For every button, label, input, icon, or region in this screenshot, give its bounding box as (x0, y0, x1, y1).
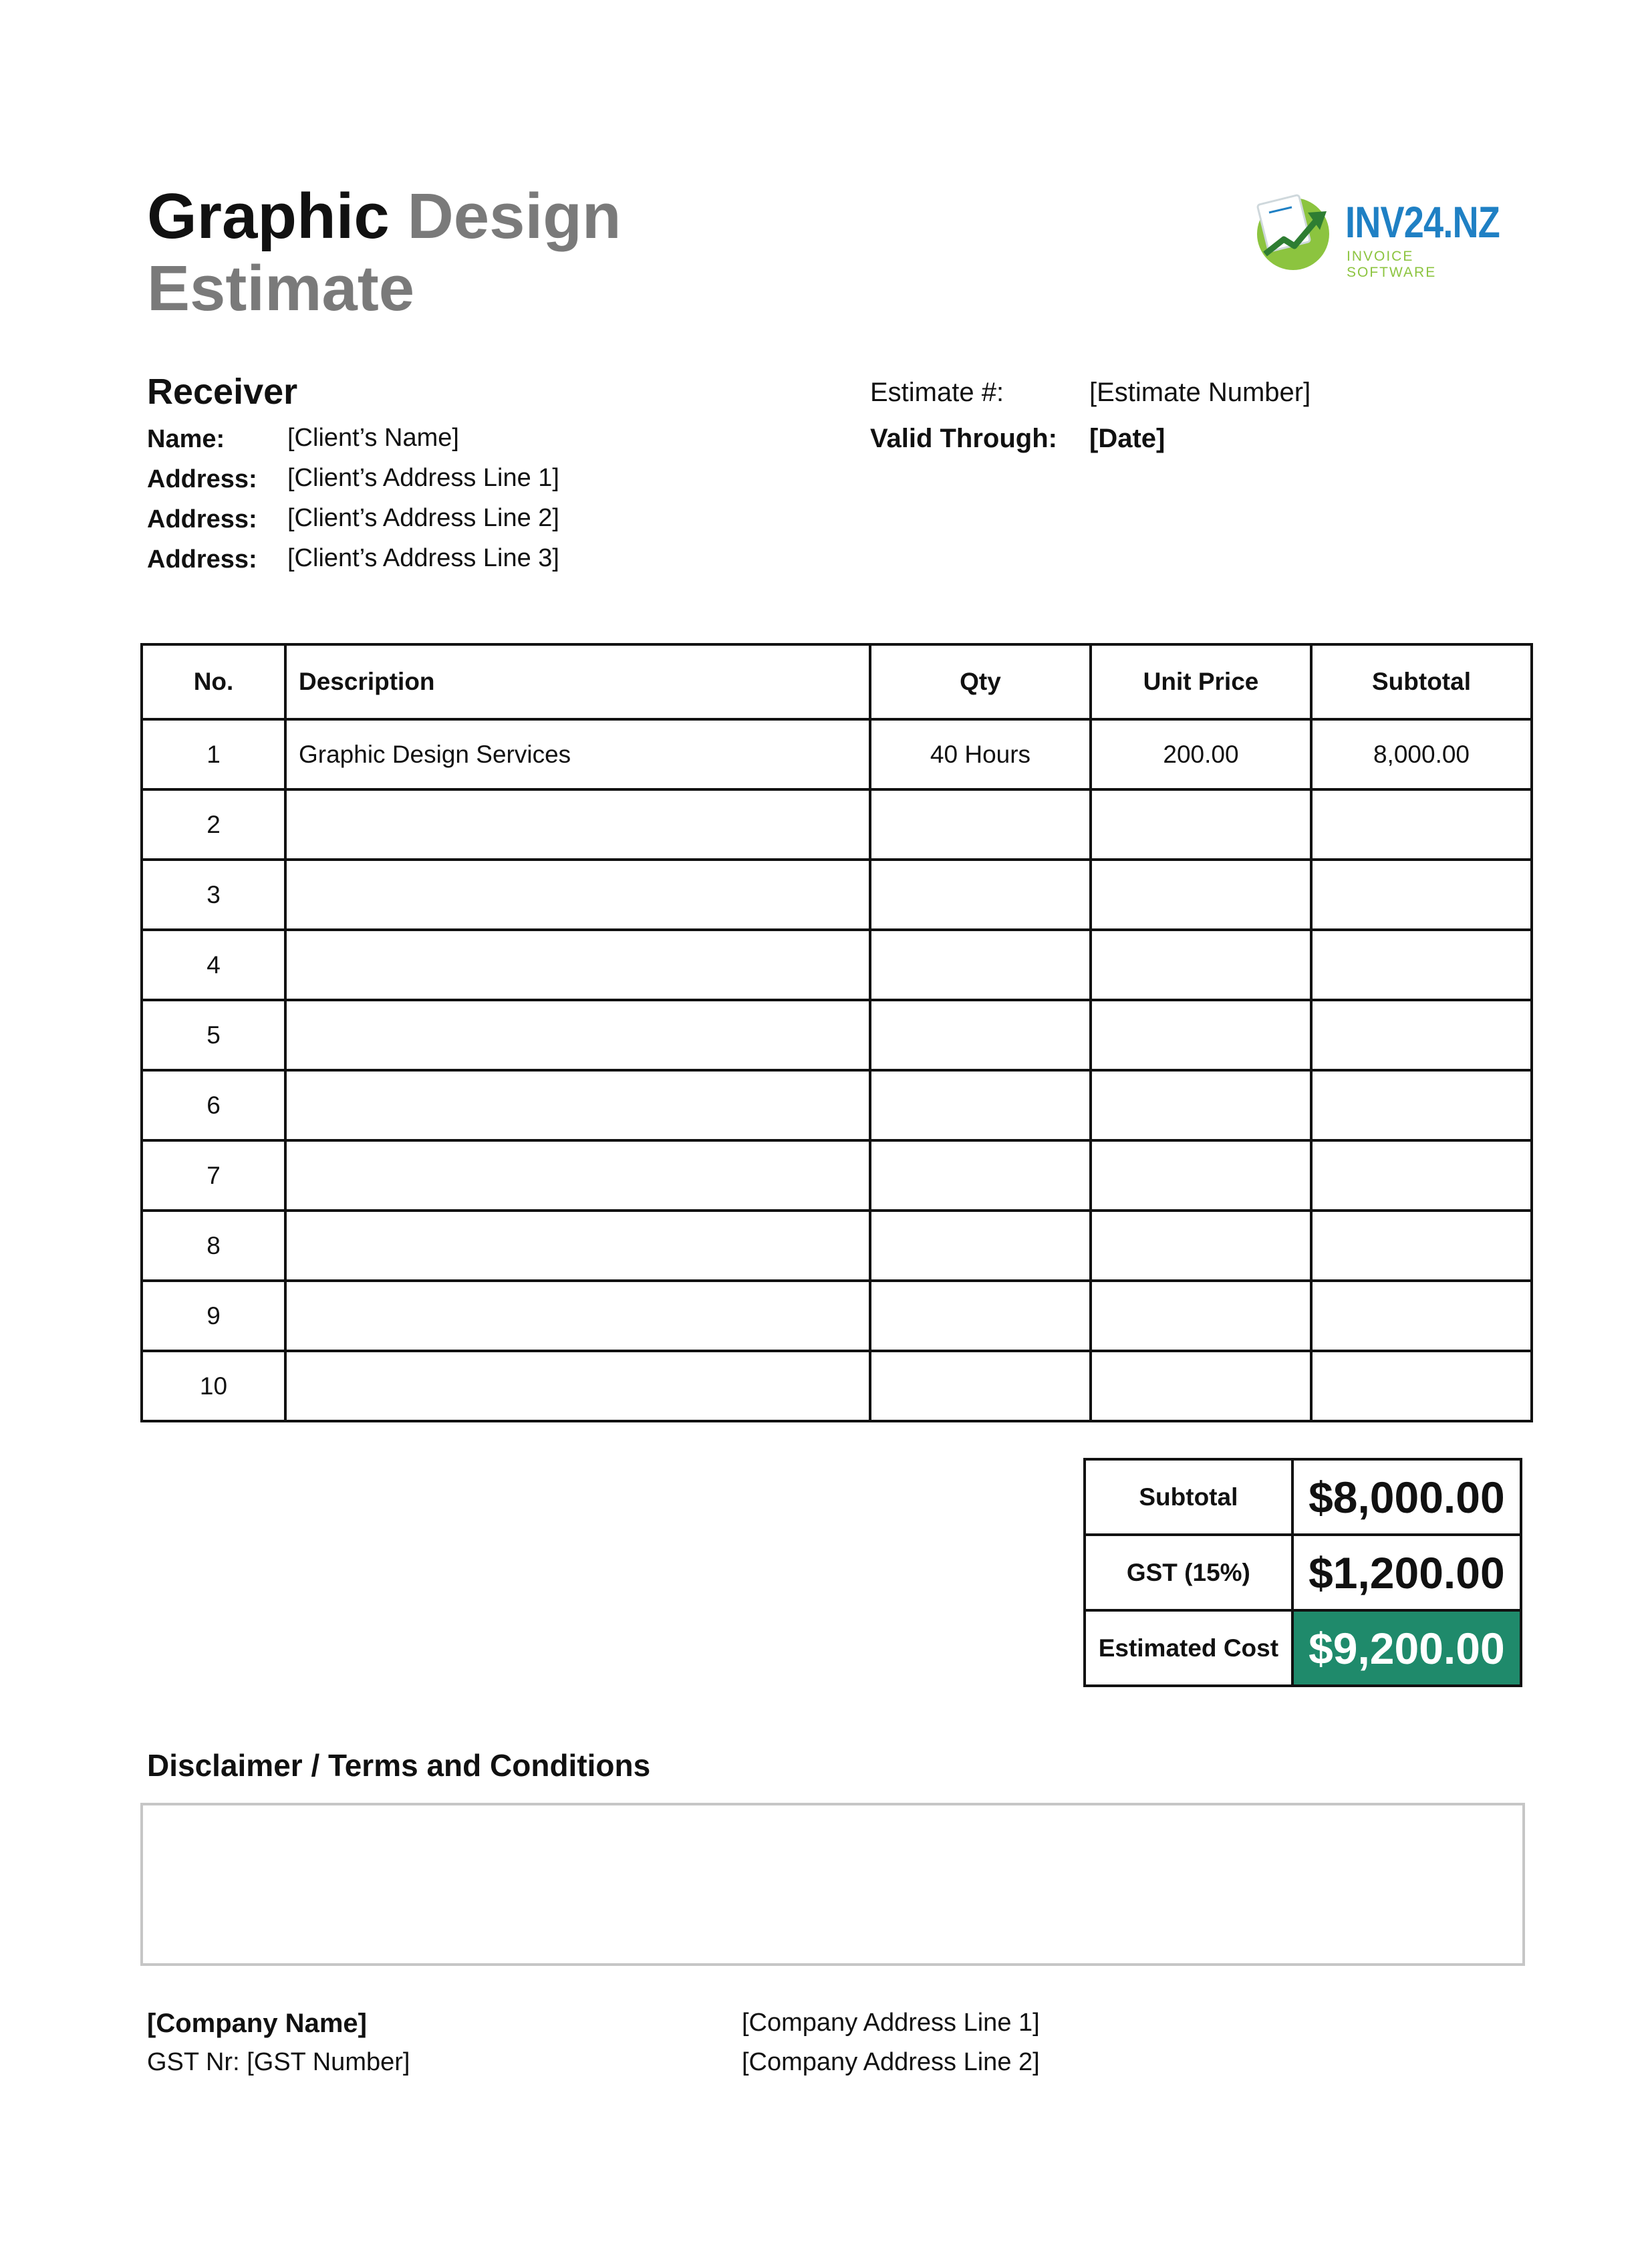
logo-name: INV24.NZ (1345, 197, 1500, 247)
cell-no: 1 (142, 719, 285, 789)
cell-description[interactable] (285, 1070, 870, 1140)
receiver-address-3-label: Address: (147, 545, 257, 574)
cell-unit-price[interactable]: 200.00 (1091, 719, 1311, 789)
col-header-no: No. (142, 644, 285, 719)
disclaimer-heading: Disclaimer / Terms and Conditions (147, 1748, 651, 1783)
col-header-description: Description (285, 644, 870, 719)
cell-qty[interactable] (870, 930, 1091, 1000)
cell-qty[interactable] (870, 789, 1091, 860)
cell-unit-price[interactable] (1091, 1211, 1311, 1281)
cell-no: 9 (142, 1281, 285, 1351)
cell-description[interactable] (285, 930, 870, 1000)
cell-no: 5 (142, 1000, 285, 1070)
table-row (142, 1211, 1532, 1281)
cell-description[interactable] (285, 1140, 870, 1211)
cell-unit-price[interactable] (1091, 789, 1311, 860)
totals-row-estimated-cost (1085, 1610, 1521, 1686)
cell-description[interactable] (285, 1211, 870, 1281)
document-title (147, 180, 622, 324)
table-row (142, 1281, 1532, 1351)
receiver-address-3-value: [Client’s Address Line 3] (287, 544, 559, 572)
cell-description[interactable]: Graphic Design Services (285, 719, 870, 789)
cell-qty[interactable] (870, 860, 1091, 930)
col-header-unit-price: Unit Price (1091, 644, 1311, 719)
table-row (142, 1070, 1532, 1140)
logo-chart-icon (1253, 193, 1333, 271)
cell-unit-price[interactable] (1091, 1140, 1311, 1211)
cell-qty[interactable] (870, 1000, 1091, 1070)
cell-subtotal (1311, 1281, 1532, 1351)
cell-unit-price[interactable] (1091, 1351, 1311, 1421)
title-part-design: Design (407, 180, 622, 252)
table-row (142, 860, 1532, 930)
logo-tagline: INVOICE SOFTWARE (1347, 249, 1437, 280)
estimated-cost-value: $9,200.00 (1292, 1610, 1521, 1686)
cell-unit-price[interactable] (1091, 1281, 1311, 1351)
receiver-heading: Receiver (147, 372, 298, 412)
cell-no: 6 (142, 1070, 285, 1140)
footer-address-line-1: [Company Address Line 1] (742, 2009, 1040, 2037)
cell-description[interactable] (285, 1351, 870, 1421)
gst-value: $1,200.00 (1292, 1535, 1521, 1610)
estimate-number-value: [Estimate Number] (1089, 378, 1311, 407)
receiver-address-1-value: [Client’s Address Line 1] (287, 464, 559, 492)
col-header-qty: Qty (870, 644, 1091, 719)
cell-subtotal (1311, 1211, 1532, 1281)
cell-subtotal (1311, 860, 1532, 930)
cell-unit-price[interactable] (1091, 860, 1311, 930)
col-header-subtotal: Subtotal (1311, 644, 1532, 719)
cell-no: 7 (142, 1140, 285, 1211)
valid-through-label: Valid Through: (870, 424, 1057, 453)
subtotal-label: Subtotal (1085, 1459, 1292, 1535)
estimate-number-label: Estimate #: (870, 378, 1004, 407)
table-header-row (142, 644, 1532, 719)
totals-table (1083, 1458, 1522, 1687)
totals-row-subtotal (1085, 1459, 1521, 1535)
table-row (142, 1000, 1532, 1070)
cell-qty[interactable]: 40 Hours (870, 719, 1091, 789)
footer-company-name: [Company Name] (147, 2009, 367, 2038)
footer-gst-number: GST Nr: [GST Number] (147, 2048, 410, 2076)
cell-no: 2 (142, 789, 285, 860)
receiver-address-1-label: Address: (147, 465, 257, 493)
estimated-cost-label: Estimated Cost (1085, 1610, 1292, 1686)
table-row (142, 1140, 1532, 1211)
cell-qty[interactable] (870, 1070, 1091, 1140)
cell-no: 4 (142, 930, 285, 1000)
cell-qty[interactable] (870, 1211, 1091, 1281)
cell-subtotal (1311, 1140, 1532, 1211)
line-items-table (140, 643, 1533, 1422)
cell-qty[interactable] (870, 1281, 1091, 1351)
receiver-address-2-label: Address: (147, 505, 257, 533)
receiver-name-value: [Client’s Name] (287, 424, 459, 452)
cell-description[interactable] (285, 860, 870, 930)
title-part-graphic: Graphic (147, 180, 390, 252)
cell-description[interactable] (285, 1281, 870, 1351)
valid-through-value: [Date] (1089, 424, 1165, 453)
receiver-address-2-value: [Client’s Address Line 2] (287, 504, 559, 532)
table-row (142, 789, 1532, 860)
cell-unit-price[interactable] (1091, 930, 1311, 1000)
cell-unit-price[interactable] (1091, 1000, 1311, 1070)
company-logo (1253, 189, 1507, 280)
receiver-name-label: Name: (147, 425, 225, 453)
cell-subtotal (1311, 1070, 1532, 1140)
cell-no: 8 (142, 1211, 285, 1281)
cell-description[interactable] (285, 1000, 870, 1070)
cell-subtotal (1311, 930, 1532, 1000)
table-row (142, 930, 1532, 1000)
table-row (142, 1351, 1532, 1421)
table-row (142, 719, 1532, 789)
cell-no: 3 (142, 860, 285, 930)
gst-label: GST (15%) (1085, 1535, 1292, 1610)
totals-row-gst (1085, 1535, 1521, 1610)
cell-subtotal (1311, 1351, 1532, 1421)
cell-subtotal: 8,000.00 (1311, 719, 1532, 789)
subtotal-value: $8,000.00 (1292, 1459, 1521, 1535)
cell-subtotal (1311, 789, 1532, 860)
cell-unit-price[interactable] (1091, 1070, 1311, 1140)
cell-description[interactable] (285, 789, 870, 860)
cell-no: 10 (142, 1351, 285, 1421)
cell-qty[interactable] (870, 1351, 1091, 1421)
cell-subtotal (1311, 1000, 1532, 1070)
cell-qty[interactable] (870, 1140, 1091, 1211)
disclaimer-text-box[interactable] (140, 1803, 1525, 1966)
footer-address-line-2: [Company Address Line 2] (742, 2048, 1040, 2076)
title-part-estimate: Estimate (147, 252, 415, 324)
